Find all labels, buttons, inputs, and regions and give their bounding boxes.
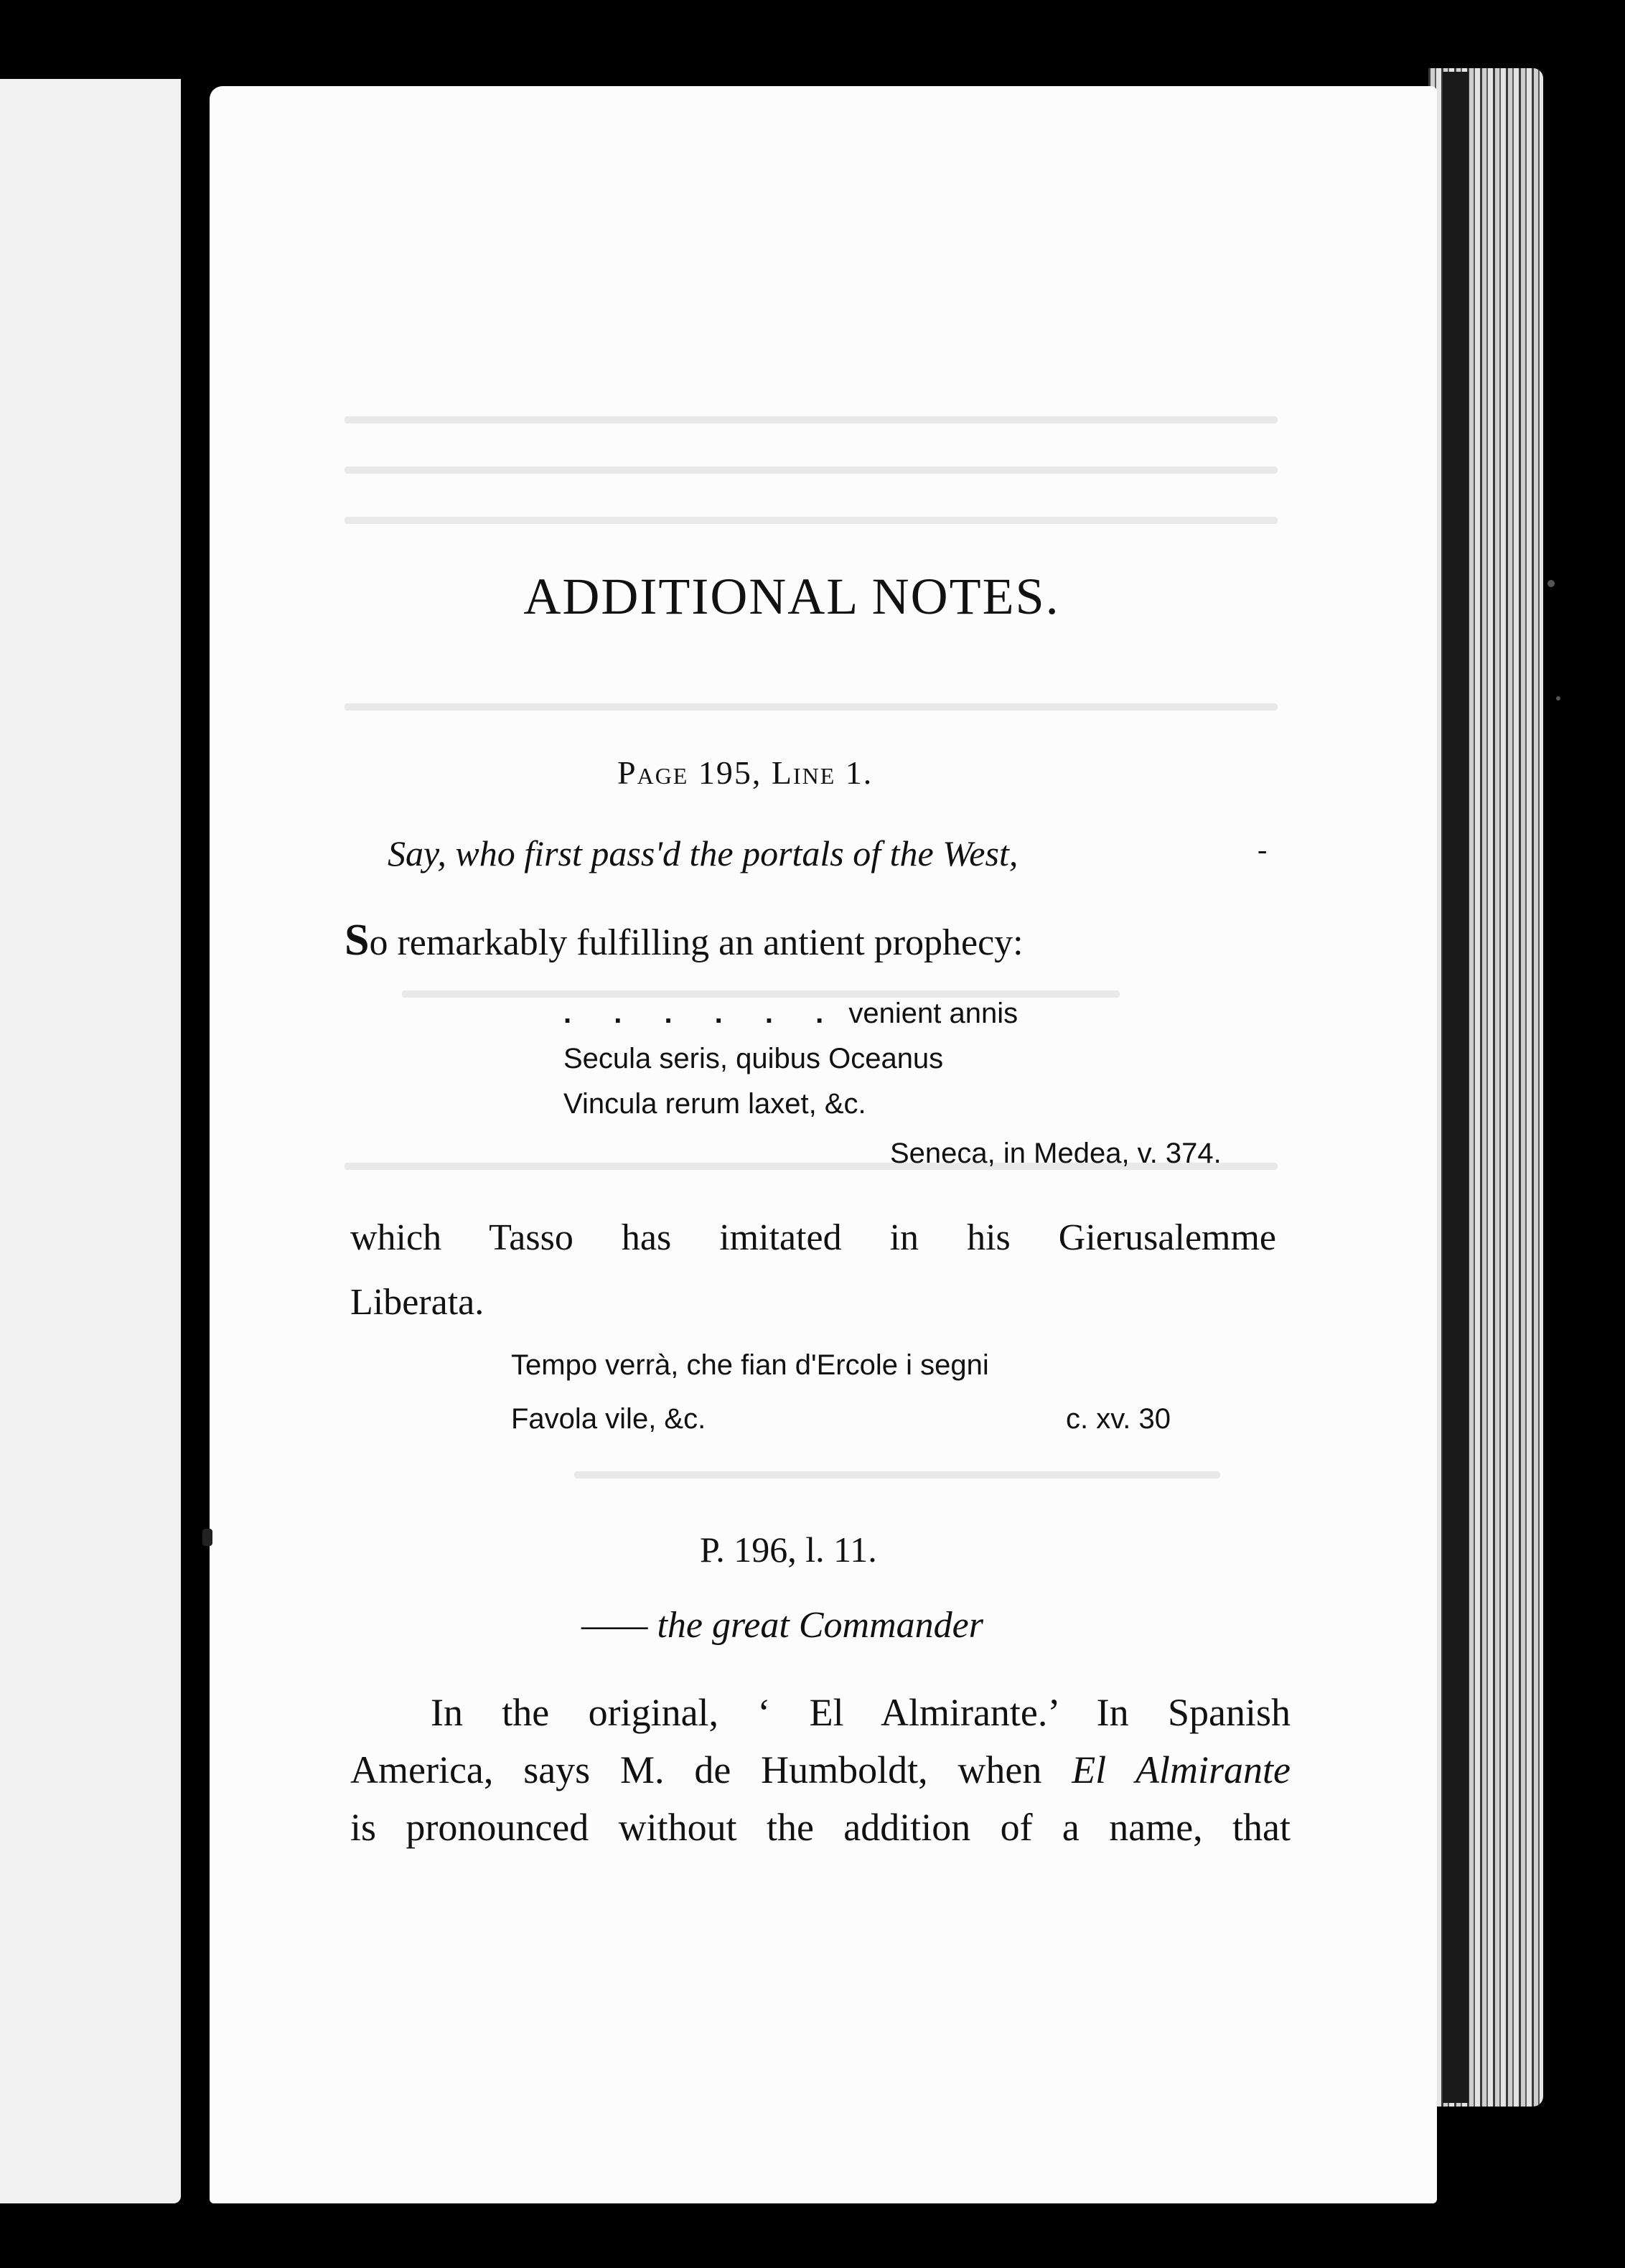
page-edge-shadow <box>1443 72 1469 2103</box>
initial-letter: S <box>345 916 370 965</box>
paragraph-line: is pronounced without the addition of a name, that <box>350 1806 1291 1849</box>
latin-quote-line <box>563 998 1018 1030</box>
quote-citation: c. xv. 30 <box>1066 1403 1171 1435</box>
bleed-through-line <box>345 517 1278 524</box>
note-reference: P. 196, l. 11. <box>700 1529 877 1570</box>
quote-citation: Seneca, in Medea, v. 374. <box>890 1138 1222 1169</box>
paragraph-line: In the original, ‘ El Almirante.’ In Spanish <box>431 1691 1291 1734</box>
quote-text: venient annis <box>848 998 1018 1029</box>
paragraph-line: Liberata. <box>350 1282 484 1323</box>
bleed-through-line <box>402 990 1120 998</box>
bleed-through-line <box>345 703 1278 711</box>
quoted-verse: Say, who first pass'd the portals of the West, <box>388 833 1018 873</box>
ellipsis: . . . . . . <box>563 998 841 1029</box>
quoted-verse: —— the great Commander <box>581 1605 983 1646</box>
bleed-through-line <box>345 467 1278 474</box>
scan-speck <box>1556 696 1560 700</box>
book-page <box>210 86 1437 2203</box>
latin-quote-line: Secula seris, quibus Oceanus <box>563 1043 944 1074</box>
bleed-through-line <box>574 1471 1220 1479</box>
paragraph-line <box>350 1748 1291 1792</box>
bleed-through-line <box>345 416 1278 423</box>
italian-quote-line: Favola vile, &c. <box>511 1403 706 1435</box>
scan-speck <box>1547 580 1555 587</box>
latin-quote-line: Vincula rerum laxet, &c. <box>563 1088 866 1120</box>
facing-page <box>0 79 181 2203</box>
paragraph-text: America, says M. de Humboldt, when <box>350 1748 1072 1791</box>
page-heading: ADDITIONAL NOTES. <box>523 568 1060 625</box>
paragraph-line: which Tasso has imitated in his Gierusalemme <box>350 1217 1276 1258</box>
paragraph-text: o remarkably fulfilling an antient prophecy: <box>369 922 1024 963</box>
italian-quote-line: Tempo verrà, che fian d'Ercole i segni <box>511 1349 989 1381</box>
margin-mark: - <box>1258 833 1268 866</box>
book-gutter <box>181 0 210 2268</box>
scan-speck <box>202 1529 212 1546</box>
italic-term: El Almirante <box>1072 1748 1291 1791</box>
note-paragraph <box>345 915 1024 966</box>
note-reference: Page 195, Line 1. <box>617 754 874 791</box>
